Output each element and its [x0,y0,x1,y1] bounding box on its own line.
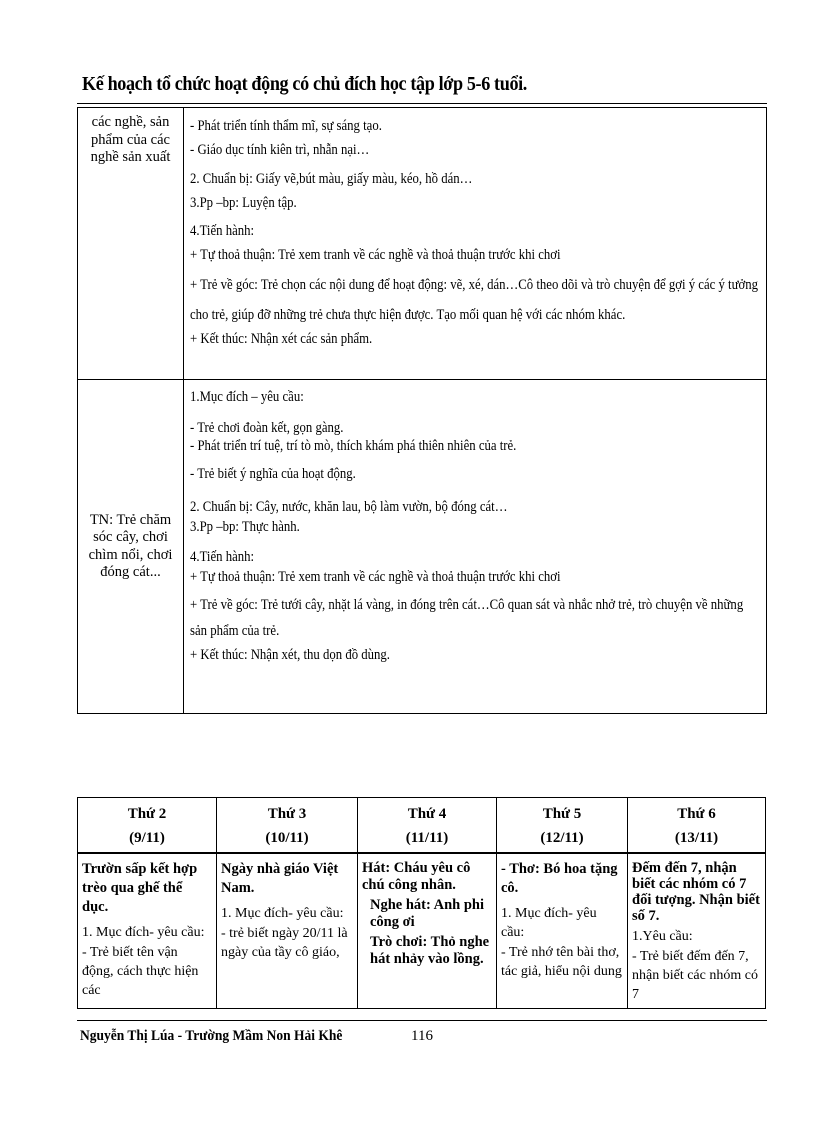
plan-line: + Trẻ về góc: Trẻ chọn các nội dung để hoạt động: vẽ, xé, dán…Cô theo dõi và trò chuyện để gợi ý các ý tưởng cho trẻ, giúp đỡ những trẻ chưa thực hiện được. Tạo mối quan hệ với các nhóm khác. [190,277,759,323]
week-day-header [217,798,358,854]
week-cell [628,853,766,1009]
plan-line: - Trẻ chơi đoàn kết, gọn gàng. [190,420,344,436]
plan-line: 2. Chuẩn bị: Giấy vẽ,bút màu, giấy màu, kéo, hồ dán… [190,171,473,187]
activity-title: Trườn sấp kết hợp trèo qua ghế thể dục. [82,861,198,915]
activity-subtitle: Nghe hát: Anh phi công ơi [370,897,485,930]
plan-topic-cell: TN: Trẻ chăm sóc cây, chơi chìm nổi, chơi đóng cát... [78,380,184,714]
week-header-row [78,798,766,854]
activity-line: - Trẻ biết tên vận động, cách thực hiện các [82,945,199,998]
activity-line: 1.Yêu cầu: [632,929,693,944]
plan-line: - Giáo dục tính kiên trì, nhẫn nại… [190,142,370,158]
plan-line: + Trẻ về góc: Trẻ tưới cây, nhặt lá vàng, in đóng trên cát…Cô quan sát và nhắc nhở trẻ, trò chuyện về những sản phẩm của trẻ. [190,597,744,639]
activity-subtitle: Trò chơi: Thỏ nghe hát nhảy vào lồng. [370,934,490,967]
activity-title: Ngày nhà giáo Việt Nam. [221,861,339,896]
week-cell [78,853,217,1009]
day-label: Thứ 6 [677,806,716,822]
page-title: Kế hoạch tổ chức hoạt động có chủ đích học tập lớp 5-6 tuổi. [82,74,527,95]
plan-line: - Phát triển trí tuệ, trí tò mò, thích khám phá thiên nhiên của trẻ. [190,438,517,454]
activity-line: 1. Mục đích- yêu cầu: [501,906,597,940]
footer-author: Nguyễn Thị Lúa - Trường Mầm Non Hải Khê [80,1028,343,1044]
plan-line: 1.Mục đích – yêu cầu: [190,389,304,405]
week-day-header [78,798,217,854]
plan-row [78,380,767,714]
date-label: (9/11) [129,830,165,846]
week-day-header [497,798,628,854]
week-cell [497,853,628,1009]
plan-line: 3.Pp –bp: Thực hành. [190,519,300,535]
plan-row [78,108,767,380]
day-label: Thứ 3 [267,806,307,822]
plan-line: 4.Tiến hành: [190,223,255,239]
week-cell [217,853,358,1009]
plan-topic-cell: các nghề, sản phẩm của các nghề sản xuất [78,108,184,380]
plan-line: + Kết thúc: Nhận xét, thu dọn đồ dùng. [190,647,390,663]
plan-line: + Kết thúc: Nhận xét các sản phẩm. [190,331,373,347]
plan-line: 4.Tiến hành: [190,549,255,565]
activity-line: - Trẻ biết đếm đến 7, nhận biết các nhóm có 7 [632,949,758,1002]
week-table [77,797,766,1009]
date-label: (11/11) [405,830,449,846]
activity-line: 1. Mục đích- yêu cầu: [221,906,344,921]
date-label: (13/11) [674,830,719,846]
plan-line: + Tự thoả thuận: Trẻ xem tranh về các nghề và thoả thuận trước khi chơi [190,247,561,263]
activity-line: - Trẻ nhớ tên bài thơ, tác giả, hiểu nội dung [501,945,622,979]
day-label: Thứ 5 [542,806,582,822]
week-cell [358,853,497,1009]
date-label: (10/11) [265,830,309,846]
week-body-row [78,853,766,1009]
day-label: Thứ 2 [127,806,167,822]
activity-title: Đếm đến 7, nhận biết các nhóm có 7 đối tượng. Nhận biết số 7. [632,860,760,924]
plan-content-cell [184,108,767,380]
plan-content-cell [184,380,767,714]
plan-table [77,107,767,714]
plan-line: - Trẻ biết ý nghĩa của hoạt động. [190,466,356,482]
activity-line: 1. Mục đích- yêu cầu: [82,925,205,940]
title-rule [77,103,767,104]
activity-title: - Thơ: Bó hoa tặng cô. [501,861,618,896]
week-day-header [358,798,497,854]
plan-line: - Phát triển tính thẩm mĩ, sự sáng tạo. [190,118,382,134]
day-label: Thứ 4 [407,806,447,822]
plan-line: + Tự thoả thuận: Trẻ xem tranh về các nghề và thoả thuận trước khi chơi [190,569,561,585]
page-number: 116 [411,1028,433,1044]
date-label: (12/11) [540,830,584,846]
activity-line: - trẻ biết ngày 20/11 là ngày của tầy cô giáo, [221,926,348,960]
plan-line: 2. Chuẩn bị: Cây, nước, khăn lau, bộ làm vườn, bộ đóng cát… [190,499,508,515]
footer-rule [77,1020,767,1021]
plan-line: 3.Pp –bp: Luyện tập. [190,195,297,211]
activity-title: Hát: Cháu yêu cô chú công nhân. [362,860,471,893]
week-day-header [628,798,766,854]
